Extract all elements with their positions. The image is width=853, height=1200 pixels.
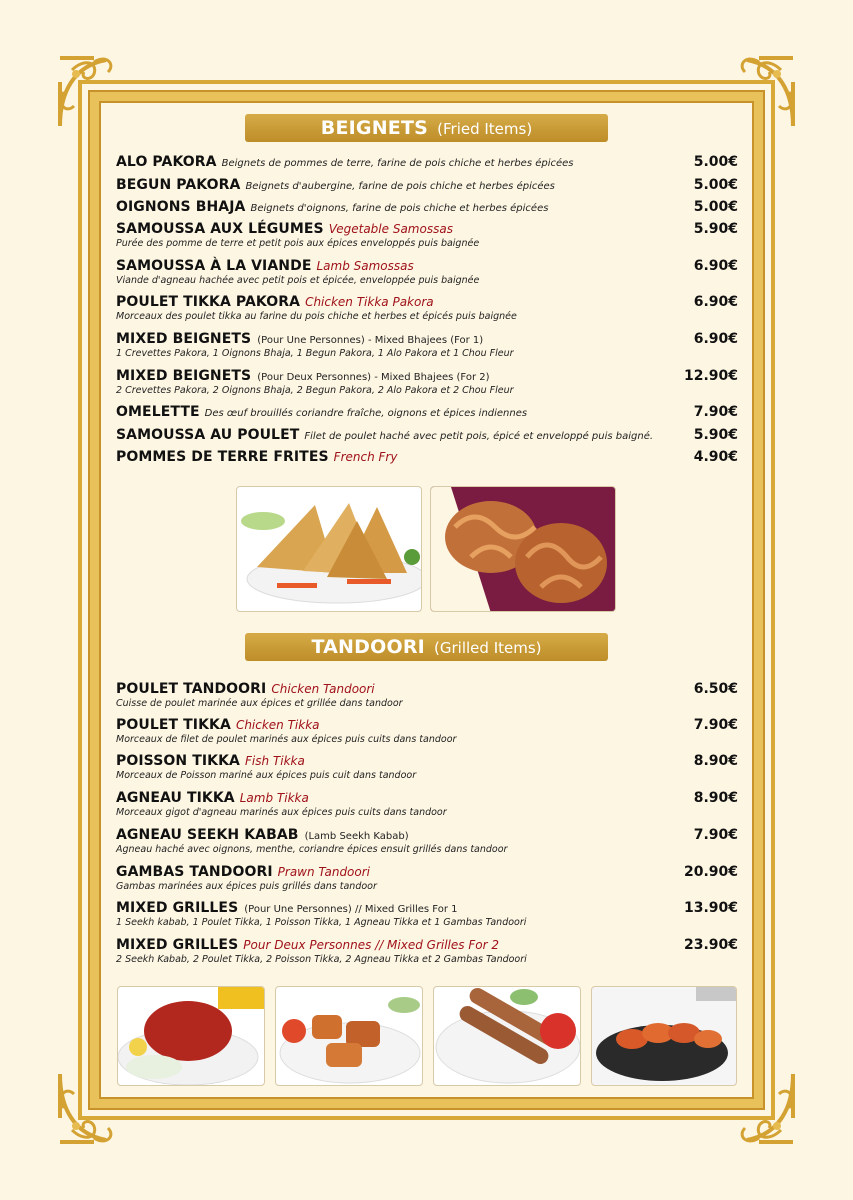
item-price: 4.90€ (693, 449, 738, 465)
item-english-name: Lamb Samossas (316, 259, 414, 273)
item-subtitle: (Pour Deux Personnes) - Mixed Bhajees (For 2) (257, 372, 490, 383)
item-description: Morceaux de filet de poulet marinés aux épices puis cuits dans tandoor (116, 734, 457, 745)
menu-item (116, 864, 738, 892)
item-name: BEGUN PAKORA (116, 177, 241, 193)
item-subtitle: (Lamb Seekh Kabab) (304, 831, 409, 842)
item-price: 8.90€ (693, 790, 738, 806)
item-note: Beignets d'oignons, farine de pois chiche et herbes épicées (250, 203, 549, 214)
item-note: Beignets d'aubergine, farine de pois chiche et herbes épicées (245, 181, 555, 192)
item-price: 8.90€ (693, 753, 738, 769)
prawn-tandoori-image (592, 987, 737, 1086)
section-subtitle: (Fried Items) (437, 120, 533, 138)
item-name: POULET TIKKA (116, 717, 231, 733)
item-price: 5.00€ (693, 177, 738, 193)
menu-item (116, 177, 738, 193)
menu-item (116, 937, 738, 965)
menu-item (116, 331, 738, 359)
item-description: 2 Crevettes Pakora, 2 Oignons Bhaja, 2 Begun Pakora, 2 Alo Pakora et 2 Chou Fleur (116, 385, 514, 396)
chicken-tikka-image (276, 987, 423, 1086)
item-price: 12.90€ (683, 368, 738, 384)
item-description: Purée des pomme de terre et petit pois aux épices enveloppés puis baignée (116, 238, 480, 249)
seekh-kabab-photo (433, 986, 581, 1086)
item-name: MIXED BEIGNETS (116, 331, 252, 347)
item-description: Gambas marinées aux épices puis grillés dans tandoor (116, 881, 377, 892)
menu-item (116, 258, 738, 286)
menu-item (116, 449, 738, 465)
item-price: 7.90€ (693, 717, 738, 733)
item-description: Morceaux des poulet tikka au farine du pois chiche et herbes et épicés puis baignée (116, 311, 517, 322)
item-description: Morceaux gigot d'agneau marinés aux épices puis cuits dans tandoor (116, 807, 447, 818)
samosa-photo (236, 486, 422, 612)
item-english-name: Lamb Tikka (239, 791, 309, 805)
menu-item (116, 199, 738, 215)
menu-item (116, 827, 738, 855)
item-description: Morceaux de Poisson mariné aux épices puis cuit dans tandoor (116, 770, 417, 781)
item-name: MIXED GRILLES (116, 900, 239, 916)
menu-item (116, 790, 738, 818)
menu-item (116, 154, 738, 170)
onion-bhaji-photo (430, 486, 616, 612)
onion-bhaji-image (431, 487, 616, 612)
section-header-tandoori (245, 633, 608, 661)
item-description: Agneau haché avec oignons, menthe, coriandre épices ensuit grillés dans tandoor (116, 844, 508, 855)
item-english-name: French Fry (333, 450, 398, 464)
item-subtitle: (Pour Une Personnes) // Mixed Grilles For 1 (244, 904, 458, 915)
item-english-name: Prawn Tandoori (277, 865, 371, 879)
item-note: Beignets de pommes de terre, farine de pois chiche et herbes épicées (221, 158, 574, 169)
item-english-name: Chicken Tikka (235, 718, 320, 732)
item-english-name: Fish Tikka (245, 754, 305, 768)
item-name: AGNEAU TIKKA (116, 790, 235, 806)
item-name: POULET TANDOORI (116, 681, 267, 697)
item-name: SAMOUSSA AUX LÉGUMES (116, 221, 324, 237)
item-note: Des œuf brouillés coriandre fraîche, oignons et épices indiennes (204, 408, 528, 419)
menu-item (116, 221, 738, 249)
item-name: MIXED GRILLES (116, 937, 239, 953)
tandoori-chicken-photo (117, 986, 265, 1086)
ornament-corner-icon (719, 52, 799, 132)
menu-item (116, 294, 738, 322)
menu-item (116, 404, 738, 420)
item-subtitle: (Pour Une Personnes) - Mixed Bhajees (For 1) (257, 335, 484, 346)
item-name: POISSON TIKKA (116, 753, 240, 769)
item-name: ALO PAKORA (116, 154, 217, 170)
chicken-tikka-photo (275, 986, 423, 1086)
item-price: 5.00€ (693, 154, 738, 170)
item-english-name: Pour Deux Personnes // Mixed Grilles For 2 (243, 938, 499, 952)
section-title: BEIGNETS (320, 117, 429, 139)
menu-item (116, 900, 738, 928)
item-name: OMELETTE (116, 404, 200, 420)
section-header-beignets (245, 114, 608, 142)
item-price: 5.90€ (693, 427, 738, 443)
menu-item (116, 681, 738, 709)
item-price: 20.90€ (683, 864, 738, 880)
item-price: 7.90€ (693, 404, 738, 420)
item-description: 2 Seekh Kabab, 2 Poulet Tikka, 2 Poisson Tikka, 2 Agneau Tikka et 2 Gambas Tandoori (116, 954, 527, 965)
item-price: 6.50€ (693, 681, 738, 697)
item-price: 6.90€ (693, 294, 738, 310)
item-english-name: Chicken Tikka Pakora (305, 295, 434, 309)
item-price: 13.90€ (683, 900, 738, 916)
item-name: GAMBAS TANDOORI (116, 864, 273, 880)
item-description: Cuisse de poulet marinée aux épices et grillée dans tandoor (116, 698, 403, 709)
item-price: 5.00€ (693, 199, 738, 215)
ornament-corner-icon (54, 52, 134, 132)
item-name: MIXED BEIGNETS (116, 368, 252, 384)
menu-item (116, 427, 738, 443)
prawn-tandoori-photo (591, 986, 737, 1086)
item-description: 1 Seekh kabab, 1 Poulet Tikka, 1 Poisson Tikka, 1 Agneau Tikka et 1 Gambas Tandoori (116, 917, 527, 928)
section-subtitle: (Grilled Items) (434, 639, 542, 657)
item-english-name: Chicken Tandoori (271, 682, 375, 696)
menu-item (116, 753, 738, 781)
item-name: POMMES DE TERRE FRITES (116, 449, 329, 465)
item-price: 7.90€ (693, 827, 738, 843)
item-name: AGNEAU SEEKH KABAB (116, 827, 299, 843)
item-description: Viande d'agneau hachée avec petit pois et épicée, enveloppée puis baignée (116, 275, 480, 286)
tandoori-chicken-image (118, 987, 265, 1086)
section-title: TANDOORI (311, 636, 425, 658)
item-name: POULET TIKKA PAKORA (116, 294, 301, 310)
item-name: SAMOUSSA AU POULET (116, 427, 300, 443)
item-price: 5.90€ (693, 221, 738, 237)
item-price: 23.90€ (683, 937, 738, 953)
item-price: 6.90€ (693, 258, 738, 274)
menu-item (116, 717, 738, 745)
item-name: SAMOUSSA À LA VIANDE (116, 258, 312, 274)
item-description: 1 Crevettes Pakora, 1 Oignons Bhaja, 1 Begun Pakora, 1 Alo Pakora et 1 Chou Fleur (116, 348, 514, 359)
item-english-name: Vegetable Samossas (328, 222, 453, 236)
seekh-kabab-image (434, 987, 581, 1086)
item-note: Filet de poulet haché avec petit pois, épicé et enveloppé puis baigné. (304, 431, 654, 442)
menu-item (116, 368, 738, 396)
item-price: 6.90€ (693, 331, 738, 347)
item-name: OIGNONS BHAJA (116, 199, 246, 215)
samosa-image (237, 487, 422, 612)
